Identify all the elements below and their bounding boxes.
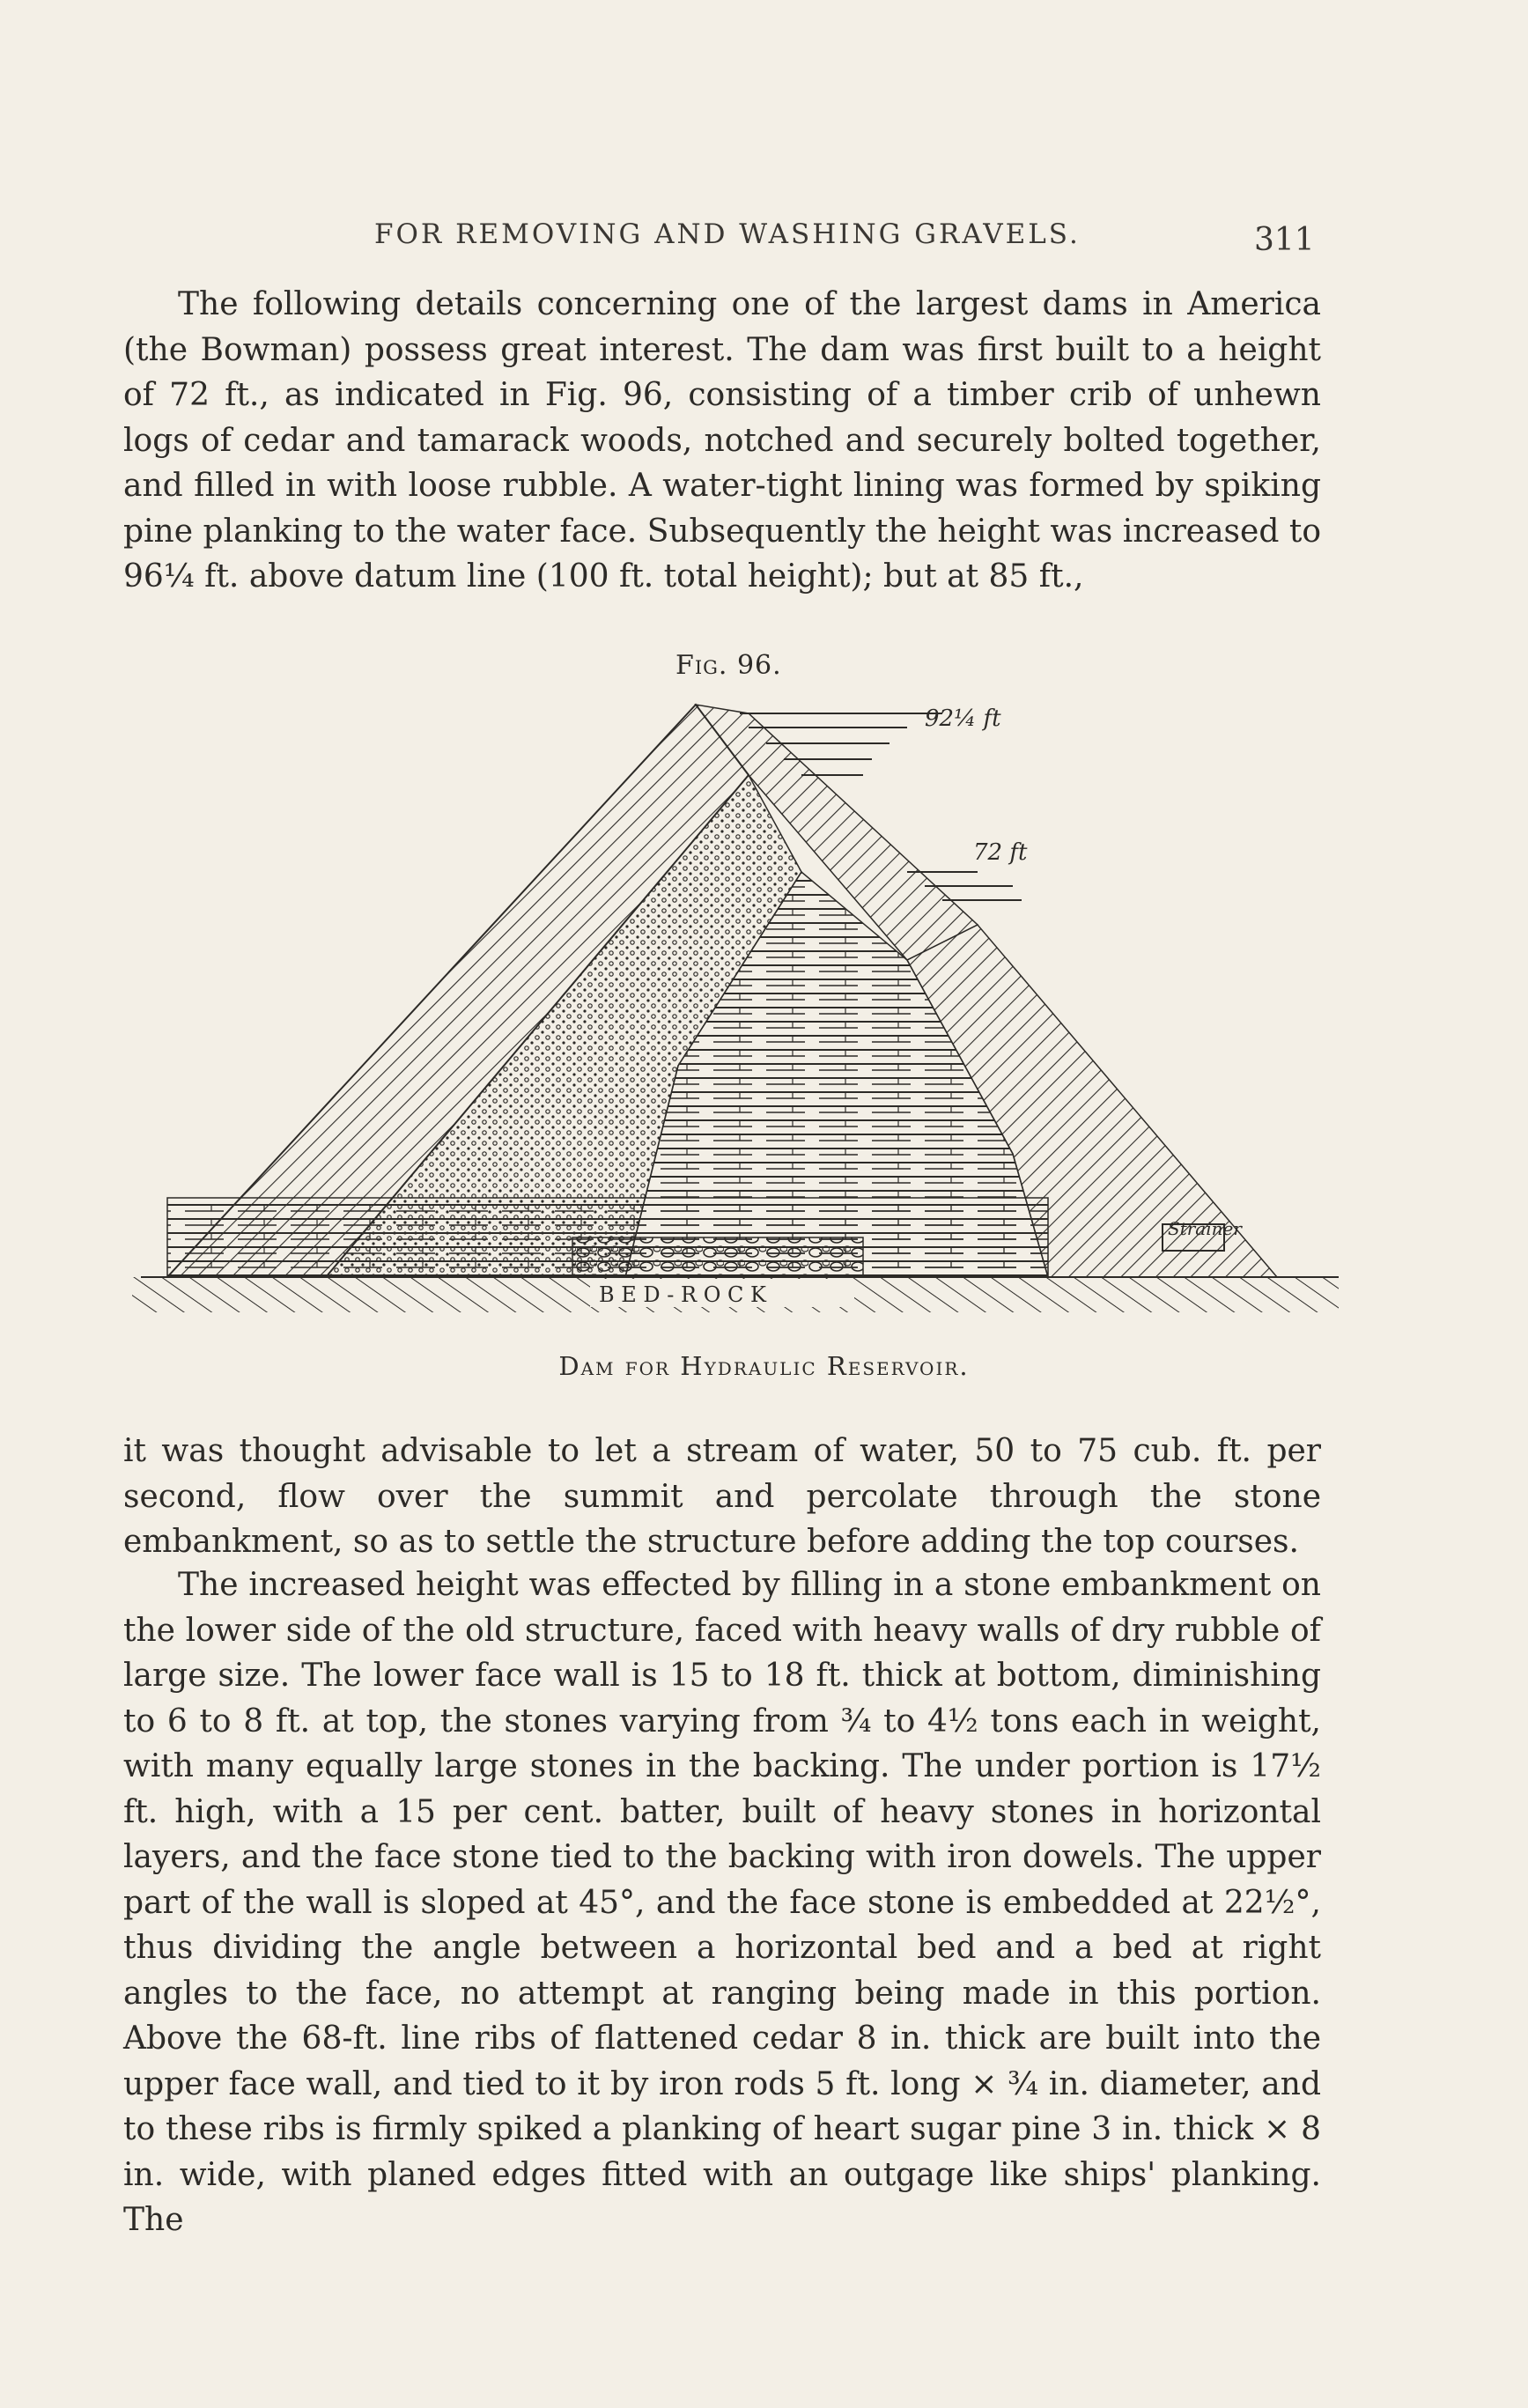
running-head: FOR REMOVING AND WASHING GRAVELS. (374, 218, 1081, 250)
figure-label: Fig. 96. (675, 650, 782, 681)
paragraph-increased-height: The increased height was effected by filling in a stone embankment on the lower side of the old structure, faced with heavy walls of dry rubble of large size. The lower face wall is 15 to 18 ft. thick at bottom, diminishing to 6 to 8 ft. at top, the stones varying from ¾ to 4½ tons each in weight, with many equally large stones in the backing. The under portion is 17½ ft. high, with a 15 per cent. batter, built of heavy stones in horizontal layers, and the face stone tied to the backing with iron dowels. The upper part of the wall is sloped at 45°, and the face stone is embedded at 22½°, thus dividing the angle between a horizontal bed and a bed at right angles to the face, no attempt at ranging being made in this portion. Above the 68-ft. line ribs of flattened cedar 8 in. thick are built into the upper face wall, and tied to it by iron rods 5 ft. long × ¾ in. diameter, and to these ribs is firmly spiked a planking of heart sugar pine 3 in. thick × 8 in. wide, with planed edges fitted with an outgage like ships' planking. The (123, 1567, 1321, 2238)
paragraph-bowman-dam: The following details concerning one of the largest dams in America (the Bowman) possess great interest. The dam was first built to a height of 72 ft., as indicated in Fig. 96, consisting of a timber crib of unhewn logs of cedar and tamarack woods, notched and securely bolted together, and filled in with loose rubble. A water-tight lining was formed by spiking pine planking to the water face. Subsequently the height was increased to 96¼ ft. above datum line (100 ft. total height); but at 85 ft., (123, 286, 1321, 595)
figure-dam-diagram (132, 696, 1347, 1339)
figure-caption: Dam for Hydraulic Reservoir. (558, 1351, 970, 1381)
gravel-base (572, 1237, 863, 1277)
paragraph-continuation: it was thought advisable to let a stream of water, 50 to 75 cub. ft. per second, flow over the summit and percolate through the stone embankment, so as to settle the structure before adding the top courses. (123, 1433, 1321, 1560)
dam-cross-section (132, 696, 1347, 1339)
label-old-height: 72 ft (973, 839, 1028, 866)
label-strainer: Strainer (1168, 1218, 1242, 1239)
label-bed-rock: B E D - R O C K (599, 1282, 766, 1307)
page-number: 311 (1254, 222, 1315, 258)
label-top-height: 92¼ ft (925, 705, 1001, 732)
